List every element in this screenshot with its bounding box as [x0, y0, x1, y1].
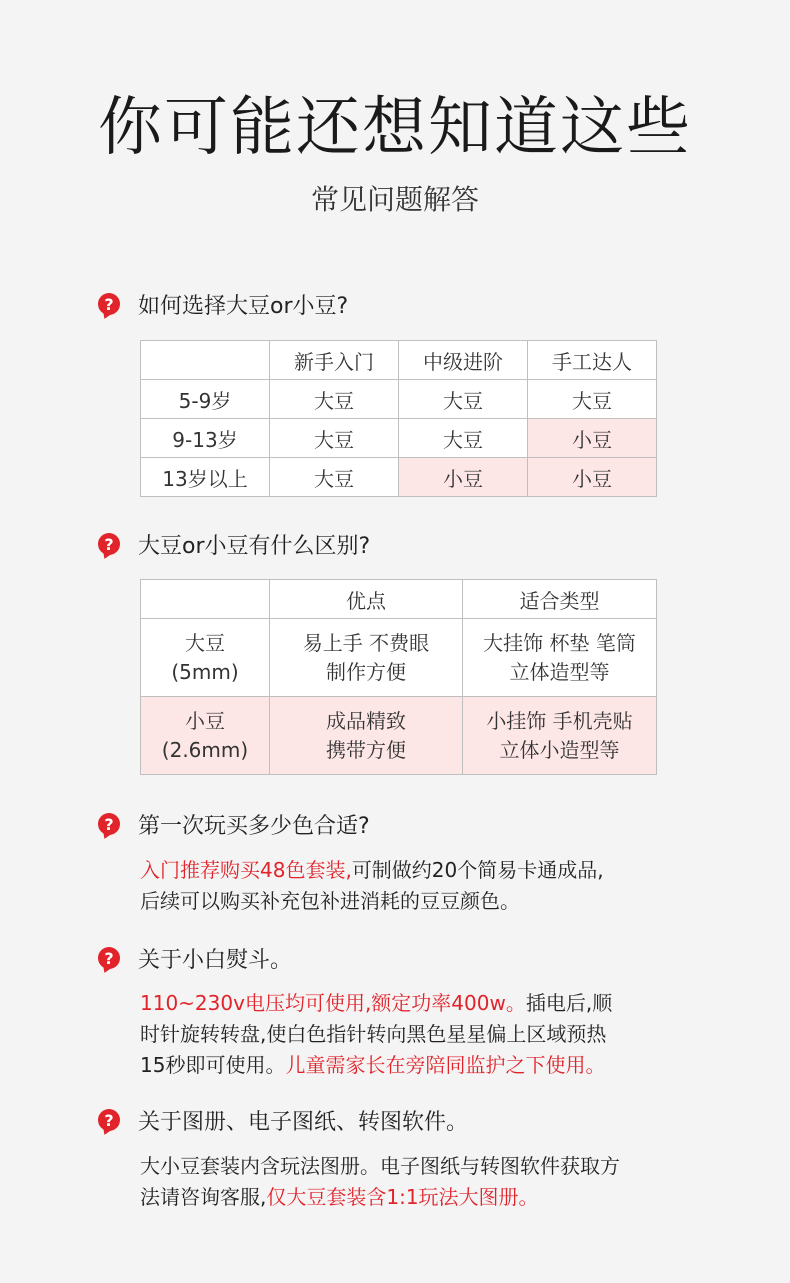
faq-question-3 [98, 806, 370, 842]
question-text: 如何选择大豆or小豆? [138, 293, 349, 319]
table-header-cell: 手工达人 [528, 341, 657, 380]
bead-comparison-table [140, 579, 657, 775]
table-cell: 5-9岁 [141, 380, 270, 419]
table-header-cell: 优点 [270, 580, 463, 619]
question-bubble-icon: ? [98, 533, 120, 555]
table-cell: 大豆 [399, 419, 528, 458]
table-header-row [141, 580, 657, 619]
pros-line: 成品精致 [326, 708, 406, 733]
answer-paragraph-4 [140, 988, 700, 1081]
answer-text: 15秒即可使用。 [140, 1053, 286, 1077]
table-cell: 大豆 [270, 458, 399, 497]
question-bubble-icon: ? [98, 293, 120, 315]
table-row [141, 380, 657, 419]
table-row [141, 419, 657, 458]
table-cell-highlight: 小豆 [399, 458, 528, 497]
table-cell [141, 619, 270, 697]
pros-line: 易上手 不费眼 [302, 630, 430, 655]
types-line: 立体小造型等 [499, 737, 620, 762]
answer-highlight: 儿童需家长在旁陪同监护之下使用。 [285, 1053, 606, 1077]
bead-size: (5mm) [171, 659, 239, 684]
types-line: 小挂饰 手机壳贴 [486, 708, 633, 733]
table-cell: 大豆 [270, 380, 399, 419]
answer-text: 可制做约20个简易卡通成品, [351, 858, 604, 882]
page-subtitle: 常见问题解答 [310, 183, 479, 216]
question-text: 第一次玩买多少色合适? [138, 813, 370, 839]
table-cell [141, 341, 270, 380]
table-header-row [141, 341, 657, 380]
faq-question-1 [98, 286, 348, 322]
types-line: 大挂饰 杯垫 笔筒 [483, 630, 636, 655]
table-header-cell: 新手入门 [270, 341, 399, 380]
bead-name: 大豆 [185, 630, 225, 655]
table-header-cell: 中级进阶 [399, 341, 528, 380]
pros-line: 携带方便 [326, 737, 406, 762]
page-title: 你可能还想知道这些 [98, 91, 692, 165]
pros-line: 制作方便 [326, 659, 406, 684]
question-text: 关于图册、电子图纸、转图软件。 [138, 1109, 469, 1135]
answer-text: 插电后,顺 [525, 991, 613, 1015]
table-cell: 13岁以上 [141, 458, 270, 497]
question-bubble-icon: ? [98, 1109, 120, 1131]
answer-highlight: 仅大豆套装含1:1玩法大图册。 [266, 1185, 539, 1209]
bead-name: 小豆 [185, 708, 225, 733]
table-cell [270, 619, 463, 697]
faq-question-4 [98, 940, 292, 976]
faq-question-2 [98, 526, 370, 562]
table-cell [141, 697, 270, 775]
table-cell: 大豆 [528, 380, 657, 419]
table-cell [270, 697, 463, 775]
question-bubble-icon: ? [98, 813, 120, 835]
answer-text: 大小豆套装内含玩法图册。电子图纸与转图软件获取方 [140, 1154, 620, 1178]
age-level-table [140, 340, 657, 497]
question-text: 关于小白熨斗。 [138, 947, 293, 973]
answer-text: 时针旋转转盘,使白色指针转向黑色星星偏上区域预热 [140, 1022, 607, 1046]
table-cell [141, 580, 270, 619]
table-row [141, 619, 657, 697]
question-text: 大豆or小豆有什么区别? [138, 533, 371, 559]
types-line: 立体造型等 [509, 659, 610, 684]
answer-text: 法请咨询客服, [140, 1185, 267, 1209]
table-row [141, 458, 657, 497]
table-cell [463, 619, 657, 697]
table-cell-highlight: 小豆 [528, 458, 657, 497]
answer-paragraph-5 [140, 1151, 700, 1213]
table-row-highlight [141, 697, 657, 775]
table-cell: 大豆 [399, 380, 528, 419]
answer-highlight: 110~230v电压均可使用,额定功率400w。 [140, 991, 526, 1015]
answer-highlight: 入门推荐购买48色套装, [140, 858, 352, 882]
answer-paragraph-3 [140, 855, 700, 917]
table-cell-highlight: 小豆 [528, 419, 657, 458]
table-header-cell: 适合类型 [463, 580, 657, 619]
bead-size: (2.6mm) [161, 737, 249, 762]
table-cell: 大豆 [270, 419, 399, 458]
answer-text: 后续可以购买补充包补进消耗的豆豆颜色。 [140, 889, 520, 913]
faq-question-5 [98, 1102, 468, 1138]
table-cell [463, 697, 657, 775]
question-bubble-icon: ? [98, 947, 120, 969]
table-cell: 9-13岁 [141, 419, 270, 458]
